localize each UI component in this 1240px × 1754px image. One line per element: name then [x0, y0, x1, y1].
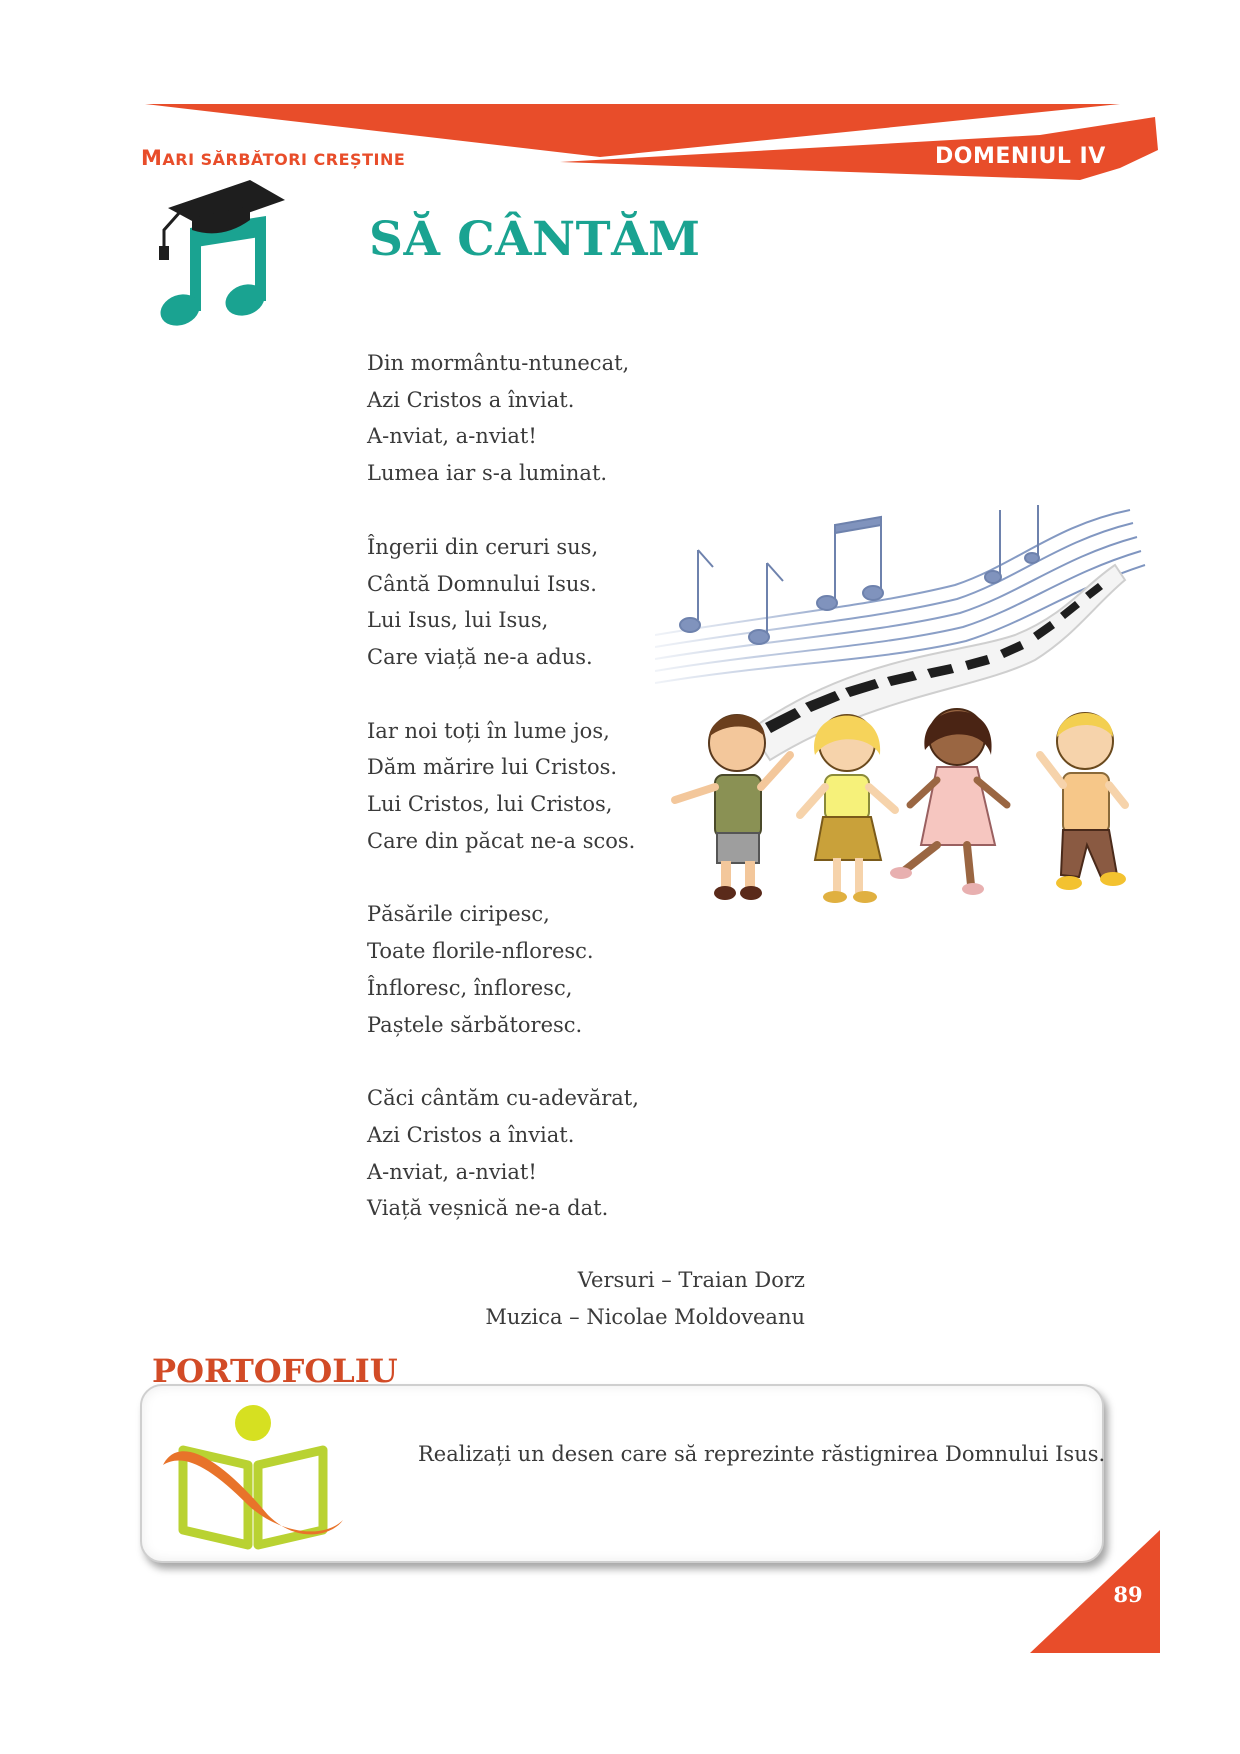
lyric-line: Iar noi toți în lume jos,	[367, 718, 610, 743]
chapter-title: MARI SĂRBĂTORI CREȘTINE	[141, 146, 406, 170]
lyric-line: Îngerii din ceruri sus,	[367, 534, 599, 559]
page-number-corner	[1030, 1530, 1170, 1655]
child-figure	[800, 715, 895, 903]
graduation-music-note-icon	[150, 178, 300, 328]
lyric-line: Toate florile-nfloresc.	[367, 939, 594, 964]
domain-label: DOMENIUL IV	[935, 144, 1106, 169]
stanza	[367, 1080, 707, 1227]
lyric-line: Care din păcat ne-a scos.	[367, 828, 636, 853]
lyric-line: Dăm mărire lui Cristos.	[367, 755, 618, 780]
lyric-line: A-nviat, a-nviat!	[367, 424, 537, 449]
header-decoration	[0, 0, 1240, 200]
lyric-line: Lui Cristos, lui Cristos,	[367, 792, 613, 817]
lyric-line: Păsările ciripesc,	[367, 902, 550, 927]
lyric-line: Viață veșnică ne-a dat.	[367, 1196, 609, 1221]
child-figure	[890, 709, 1007, 895]
lyric-line: A-nviat, a-nviat!	[367, 1159, 537, 1184]
lyric-line: Căci cântăm cu-adevărat,	[367, 1086, 639, 1111]
lyric-line: Înfloresc, înfloresc,	[367, 975, 573, 1000]
lyrics-credit: Versuri – Traian Dorz	[577, 1268, 805, 1292]
lyric-line: Azi Cristos a înviat.	[367, 1122, 575, 1147]
portfolio-title: PORTOFOLIU	[152, 1352, 398, 1390]
portfolio-task: Realizați un desen care să reprezinte răstignirea Domnului Isus.	[418, 1442, 1106, 1466]
song-credits	[420, 1262, 805, 1336]
lyric-line: Cântă Domnului Isus.	[367, 571, 597, 596]
lyric-line: Azi Cristos a înviat.	[367, 387, 575, 412]
lyric-line: Lui Isus, lui Isus,	[367, 608, 549, 633]
page-number: 89	[1113, 1582, 1143, 1607]
page-title: SĂ CÂNTĂM	[369, 212, 701, 267]
reader-book-icon	[158, 1395, 348, 1555]
lyric-line: Care viață ne-a adus.	[367, 644, 593, 669]
lyric-line: Din mormântu-ntunecat,	[367, 351, 630, 375]
child-figure	[1040, 713, 1126, 890]
lyric-line: Lumea iar s-a luminat.	[367, 461, 608, 486]
dancing-children-piano-illustration	[655, 505, 1165, 995]
lyric-line: Paștele sărbătoresc.	[367, 1012, 583, 1037]
music-credit: Muzica – Nicolae Moldoveanu	[485, 1305, 805, 1329]
stanza	[367, 345, 707, 492]
